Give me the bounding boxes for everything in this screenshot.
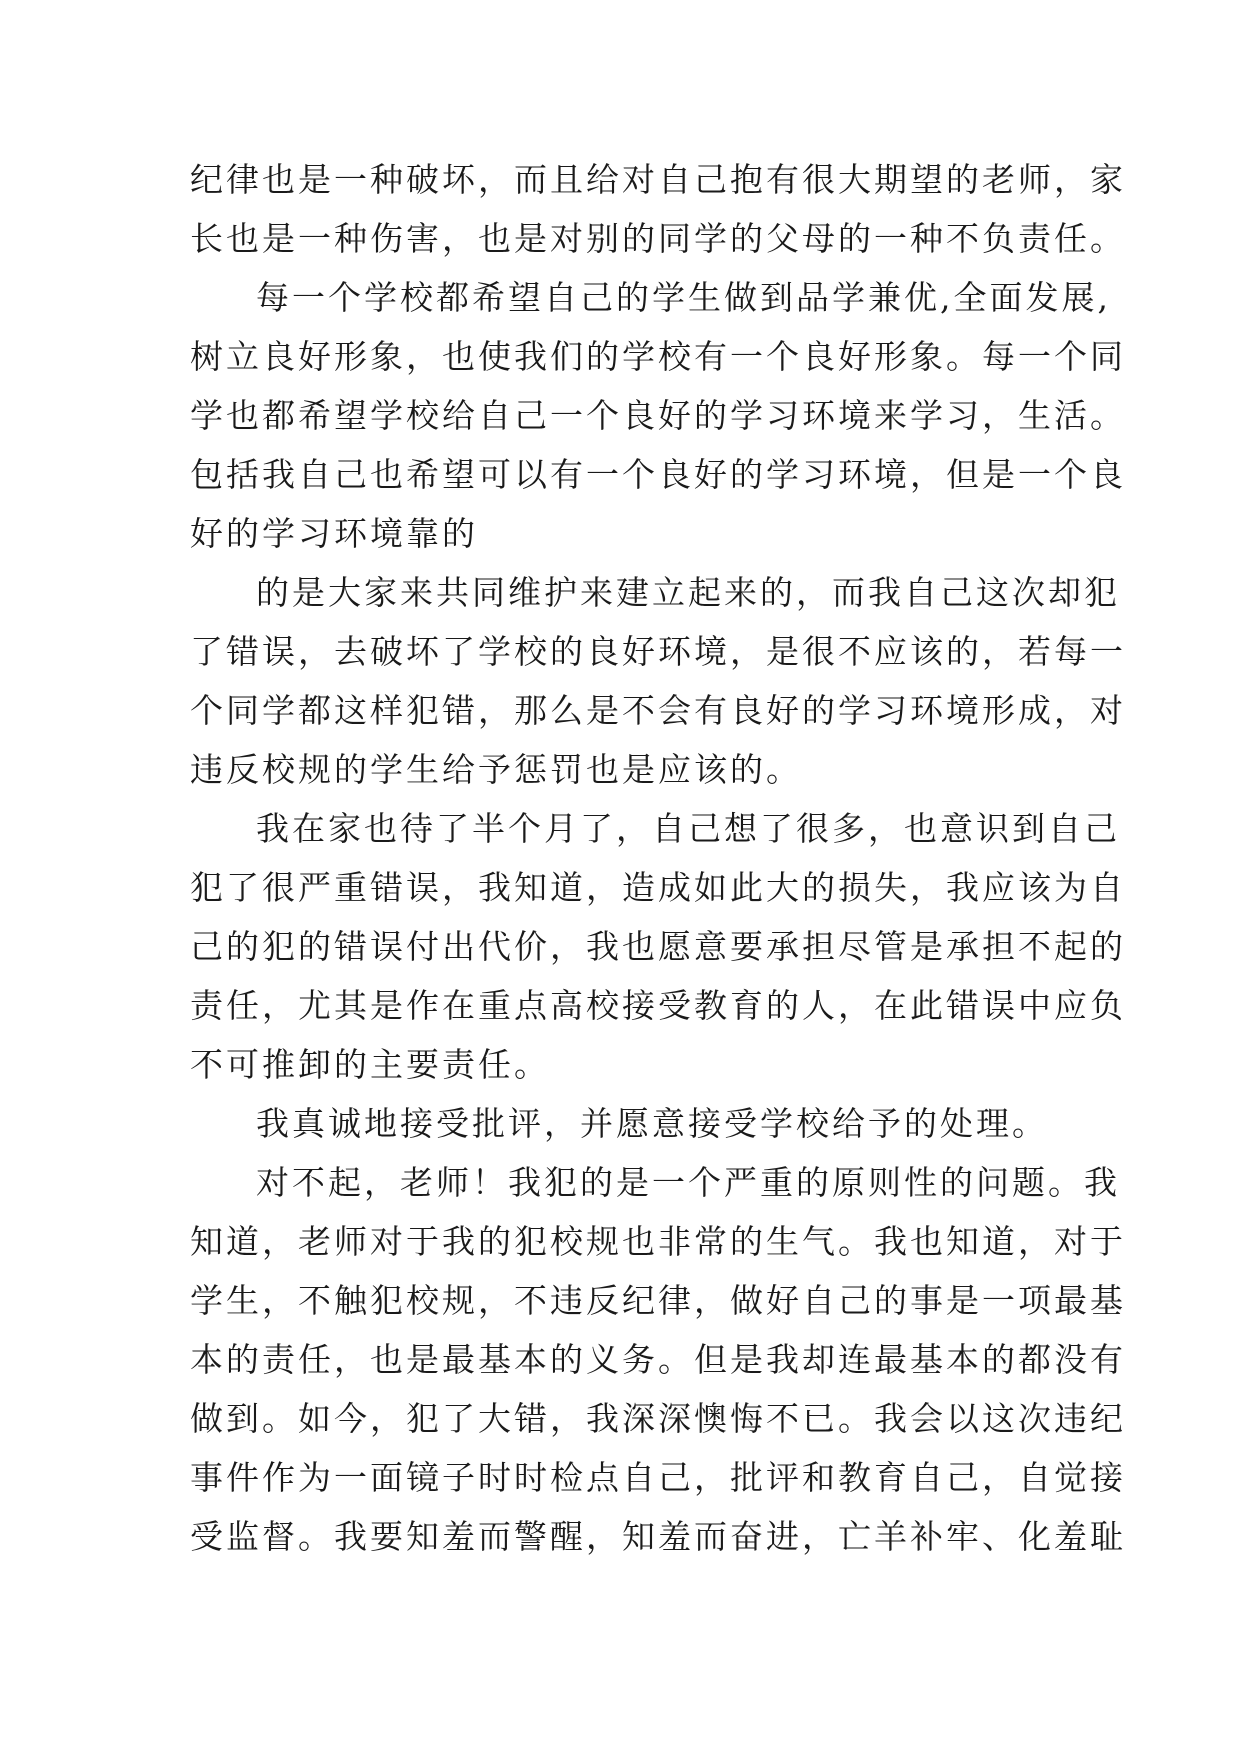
text-line: 树立良好形象，也使我们的学校有一个良好形象。每一个同 [190,337,1126,376]
text-line: 不可推卸的主要责任。 [190,1045,550,1084]
document-body [190,150,1126,1566]
paragraph-start-line: 我在家也待了半个月了，自己想了很多，也意识到自己 [256,809,1120,848]
paragraph-start-line: 我真诚地接受批评，并愿意接受学校给予的处理。 [256,1104,1048,1143]
text-line: 长也是一种伤害，也是对别的同学的父母的一种不负责任。 [190,219,1126,258]
text-line: 犯了很严重错误，我知道，造成如此大的损失，我应该为自 [190,868,1126,907]
paragraph-start-line: 每一个学校都希望自己的学生做到品学兼优,全面发展, [256,278,1111,317]
text-line: 学也都希望学校给自己一个良好的学习环境来学习，生活。 [190,396,1126,435]
paragraph-start-line: 对不起，老师！我犯的是一个严重的原则性的问题。我 [256,1163,1120,1202]
text-line: 违反校规的学生给予惩罚也是应该的。 [190,750,802,789]
text-line: 了错误，去破坏了学校的良好环境，是很不应该的，若每一 [190,632,1126,671]
text-line: 好的学习环境靠的 [190,514,478,553]
paragraph-start-line: 的是大家来共同维护来建立起来的，而我自己这次却犯 [256,573,1120,612]
text-line: 本的责任，也是最基本的义务。但是我却连最基本的都没有 [190,1340,1126,1379]
text-line: 做到。如今，犯了大错，我深深懊悔不已。我会以这次违纪 [190,1399,1126,1438]
text-line: 己的犯的错误付出代价，我也愿意要承担尽管是承担不起的 [190,927,1126,966]
text-line: 事件作为一面镜子时时检点自己，批评和教育自己，自觉接 [190,1458,1126,1497]
text-line: 责任，尤其是作在重点高校接受教育的人，在此错误中应负 [190,986,1126,1025]
text-line: 个同学都这样犯错，那么是不会有良好的学习环境形成，对 [190,691,1126,730]
text-line: 受监督。我要知羞而警醒，知羞而奋进，亡羊补牢、化羞耻 [190,1517,1126,1556]
text-line: 知道，老师对于我的犯校规也非常的生气。我也知道，对于 [190,1222,1126,1261]
text-line: 学生，不触犯校规，不违反纪律，做好自己的事是一项最基 [190,1281,1126,1320]
text-line: 纪律也是一种破坏，而且给对自己抱有很大期望的老师，家 [190,160,1126,199]
text-line: 包括我自己也希望可以有一个良好的学习环境，但是一个良 [190,455,1126,494]
